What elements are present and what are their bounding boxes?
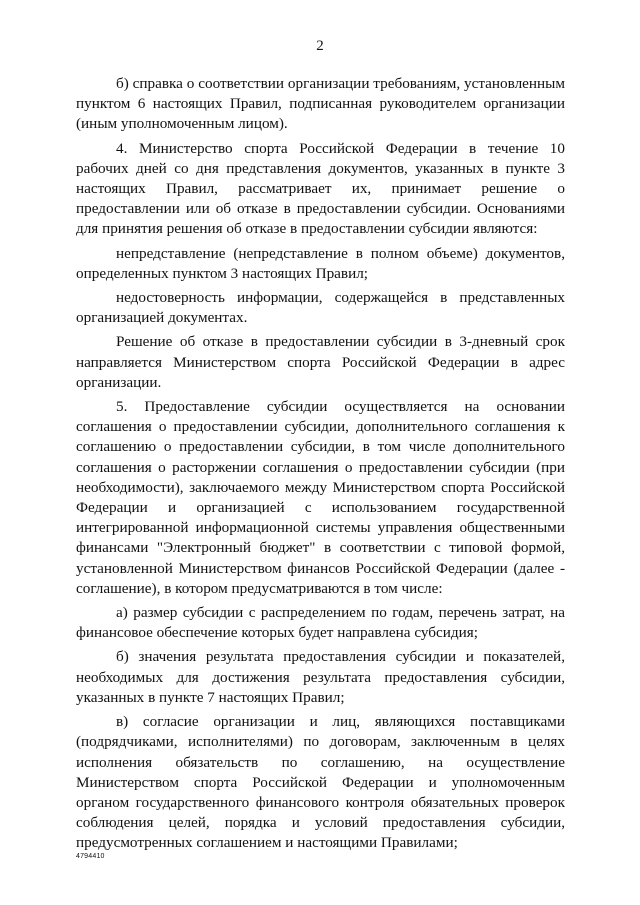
paragraph-subitem-a: а) размер субсидии с распределением по годам, перечень затрат, на финансовое обеспечение которых будет направлена субсидия;: [76, 604, 565, 642]
paragraph-refusal-decision: Решение об отказе в предоставлении субсидии в 3-дневный срок направляется Министерством спорта Российской Федерации в адрес организации.: [76, 333, 565, 391]
paragraph-subitem-v: в) согласие организации и лиц, являющихся поставщиками (подрядчиками, исполнителями) по договорам, заключенным в целях исполнения обязательств по соглашению, на осуществление Министерством спорта Российской Федерации и уполномоченным органом государственного финансового контроля обязательных проверок соблюдения целей, порядка и условий предоставления субсидии, предусмотренных соглашением и настоящими Правилами;: [76, 713, 565, 852]
document-body: [76, 74, 565, 858]
document-code: 4794410: [76, 853, 105, 860]
paragraph-item-4: 4. Министерство спорта Российской Федерации в течение 10 рабочих дней со дня представления документов, указанных в пункте 3 настоящих Правил, рассматривает их, принимает решение о предоставлении или об отказе в предоставлении субсидии. Основаниями для принятия решения об отказе в предоставлении субсидии являются:: [76, 139, 565, 238]
paragraph-item-5: 5. Предоставление субсидии осуществляется на основании соглашения о предоставлении субсидии, дополнительного соглашения к соглашению о предоставлении субсидии, в том числе дополнительного соглашения о расторжении соглашения о предоставлении субсидии (при необходимости), заключаемого между Министерством спорта Российской Федерации и организацией с использованием государственной интегрированной информационной системы управления общественными финансами "Электронный бюджет" в соответствии с типовой формой, установленной Министерством финансов Российской Федерации (далее - соглашение), в котором предусматриваются в том числе:: [76, 398, 565, 597]
page-number: 2: [316, 38, 324, 54]
paragraph-non-submission: непредставление (непредставление в полном объеме) документов, определенных пунктом 3 настоящих Правил;: [76, 244, 565, 282]
paragraph-subitem-b: б) значения результата предоставления субсидии и показателей, необходимых для достижения результата предоставления субсидии, указанных в пункте 7 настоящих Правил;: [76, 648, 565, 706]
paragraph-unreliability: недостоверность информации, содержащейся в представленных организацией документах.: [76, 289, 565, 327]
paragraph-certificate: б) справка о соответствии организации требованиям, установленным пунктом 6 настоящих Правил, подписанная руководителем организации (иным уполномоченным лицом).: [76, 75, 565, 133]
